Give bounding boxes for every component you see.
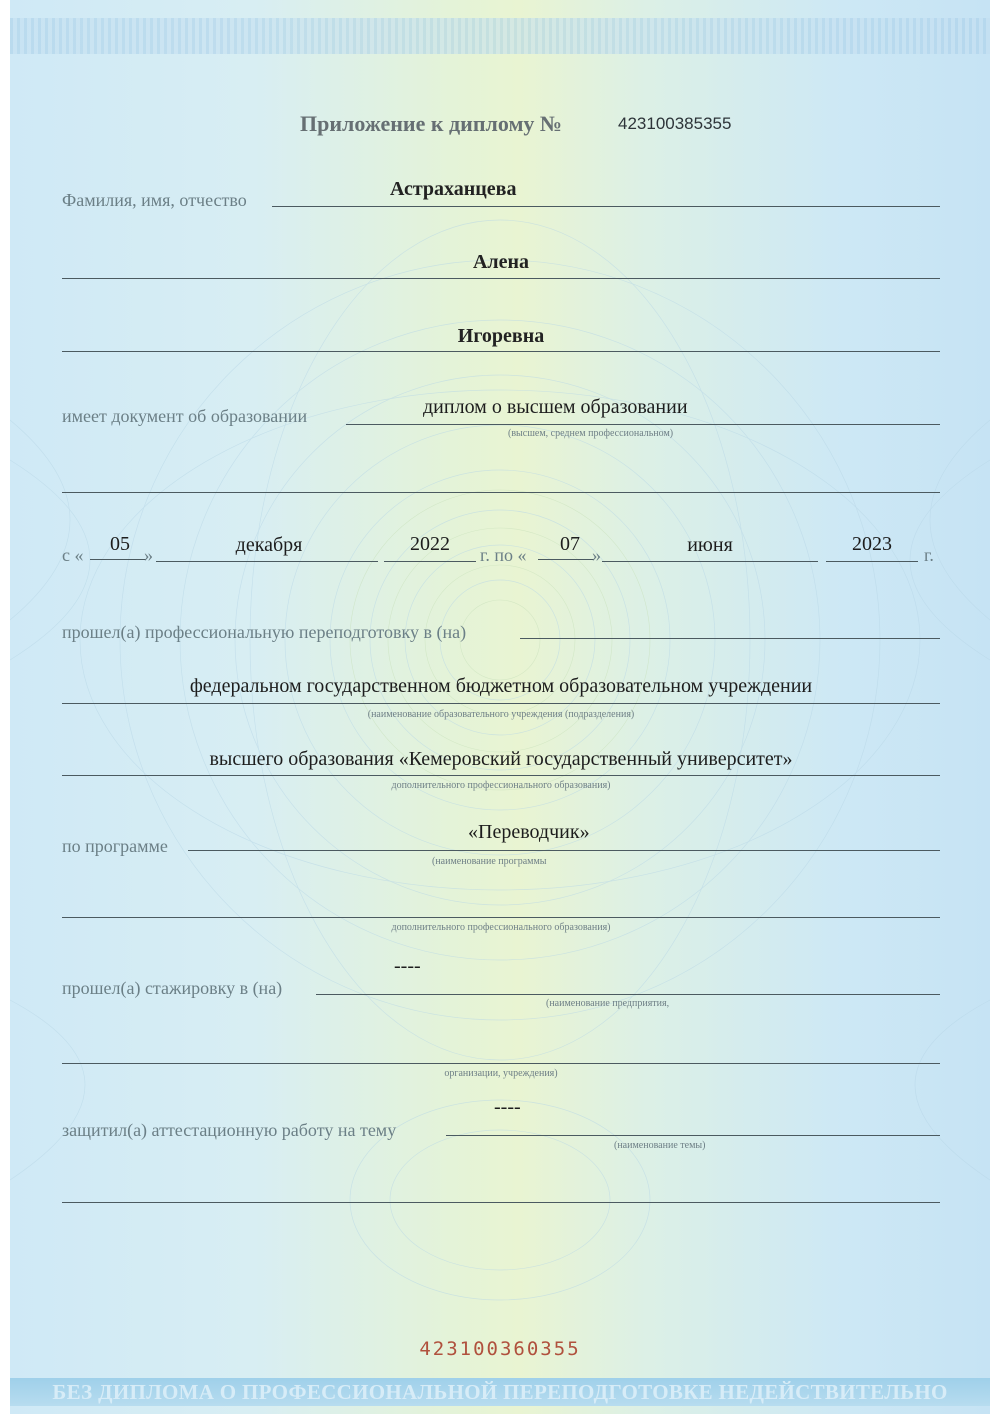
education-value: диплом о высшем образовании: [423, 396, 688, 418]
bottom-band-text: БЕЗ ДИПЛОМА О ПРОФЕССИОНАЛЬНОЙ ПЕРЕПОДГОТОВКЕ НЕДЕЙСТВИТЕЛЬНО: [52, 1380, 948, 1404]
thesis-label: защитил(а) аттестационную работу на тему: [62, 1120, 397, 1140]
diploma-supplement-page: [10, 0, 990, 1414]
program-line: [188, 850, 940, 851]
internship-note1: (наименование предприятия,: [546, 998, 670, 1009]
name-value: Алена: [472, 251, 530, 273]
retraining-note2: дополнительного профессионального образования): [391, 780, 611, 791]
day-to-close: »: [592, 545, 601, 565]
patronymic-line: [62, 351, 940, 352]
month-to-value: июня: [687, 534, 733, 556]
program-note2: дополнительного профессионального образования): [391, 922, 611, 933]
internship-line: [316, 994, 940, 995]
internship-note2: организации, учреждения): [444, 1068, 558, 1079]
retraining-line2-rule: [62, 775, 940, 776]
thesis-value: ----: [494, 1096, 521, 1118]
surname-line: [272, 206, 940, 207]
fio-label: Фамилия, имя, отчество: [62, 190, 247, 210]
year-to-line: [826, 561, 918, 562]
month-from-value: декабря: [235, 534, 303, 556]
program-value: «Переводчик»: [468, 821, 590, 843]
month-to-line: [602, 561, 818, 562]
education-note: (высшем, среднем профессиональном): [508, 428, 674, 439]
year-to-value: 2023: [852, 533, 892, 555]
program-label: по программе: [62, 836, 168, 856]
retraining-note1: (наименование образовательного учреждения (подразделения): [367, 709, 635, 720]
patronymic-value: Игоревна: [457, 325, 545, 347]
education-line: [346, 424, 940, 425]
retraining-label-line: [520, 638, 940, 639]
day-from-value: 05: [110, 533, 130, 555]
internship-extra-line: [62, 1063, 940, 1064]
year-from-line: [384, 561, 476, 562]
education-extra-line: [62, 492, 940, 493]
education-label: имеет документ об образовании: [62, 406, 308, 426]
period-prefix: с «: [62, 545, 84, 565]
diploma-number: 423100385355: [618, 114, 732, 133]
day-to-line: [538, 559, 594, 560]
month-from-line: [156, 561, 378, 562]
program-note1: (наименование программы: [432, 856, 547, 867]
day-to-value: 07: [560, 533, 580, 555]
retraining-line1-rule: [62, 703, 940, 704]
day-from-line: [90, 559, 146, 560]
internship-value: ----: [394, 955, 421, 977]
period-mid: г. по «: [480, 545, 527, 565]
retraining-line1-value: федеральном государственном бюджетном образовательном учреждении: [189, 675, 813, 697]
retraining-line2-value: высшего образования «Кемеровский государственный университет»: [209, 748, 793, 770]
day-from-close: »: [144, 545, 153, 565]
internship-label: прошел(а) стажировку в (на): [62, 978, 283, 998]
name-line: [62, 278, 940, 279]
thesis-line: [446, 1135, 940, 1136]
year-from-value: 2022: [410, 533, 450, 555]
supplement-title: Приложение к диплому №: [300, 111, 563, 136]
period-suffix: г.: [924, 545, 934, 565]
thesis-extra-line: [62, 1202, 940, 1203]
serial-number: 423100360355: [419, 1338, 581, 1360]
surname-value: Астраханцева: [390, 178, 517, 200]
thesis-note: (наименование темы): [614, 1140, 706, 1151]
top-ornament-band: [10, 18, 990, 54]
retraining-label: прошел(а) профессиональную переподготовку в (на): [62, 622, 467, 642]
program-extra-line: [62, 917, 940, 918]
